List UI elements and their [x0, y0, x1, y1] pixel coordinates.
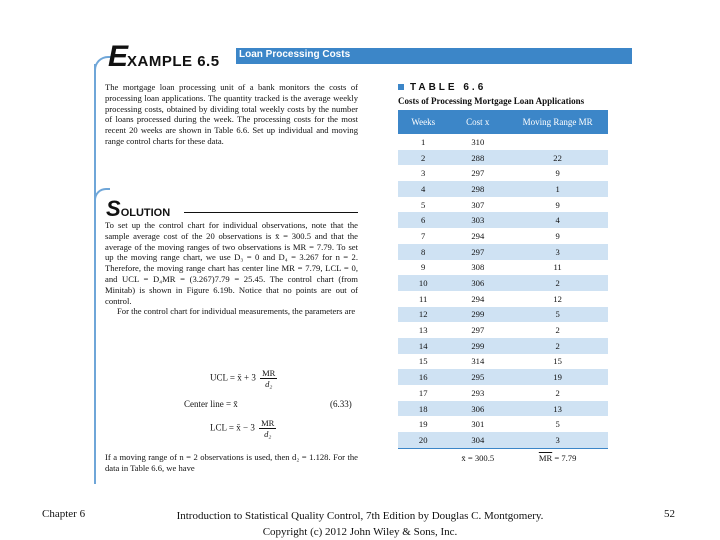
solution-rule	[184, 212, 358, 213]
cost-cell: 294	[471, 230, 485, 241]
moving-range-cell: 2	[507, 275, 608, 291]
cost-cell: 297	[471, 325, 485, 336]
table-row	[398, 260, 608, 276]
footer-citation-line1: Introduction to Statistical Quality Control, 7th Edition by Douglas C. Montgomery.	[176, 510, 544, 522]
center-line-equation	[184, 399, 238, 409]
week-cell: 19	[418, 419, 428, 430]
table-row	[398, 134, 608, 150]
example-paragraph: The mortgage loan processing unit of a bank monitors the costs of processing loan applications. The quantity tracked is the average weekly processing costs, obtained by dividing total weekly costs by the number of loans processed during the week. The processing costs for the most recent 20 weeks are shown in Table 6.6. Set up individual and moving range control charts for these data.	[105, 82, 358, 146]
week-cell: 15	[418, 356, 428, 367]
footer-citation-line2: Copyright (c) 2012 John Wiley & Sons, Inc.	[262, 526, 458, 538]
table-row	[398, 165, 608, 181]
table-marker-icon	[398, 84, 404, 90]
example-title-rest: XAMPLE 6.5	[127, 53, 220, 70]
table-row	[398, 150, 608, 166]
ucl-fraction	[260, 368, 277, 389]
moving-range-cell: 9	[555, 230, 560, 241]
solution-text	[105, 220, 358, 317]
equation-number: (6.33)	[330, 399, 352, 409]
week-cell: 20	[398, 432, 448, 448]
solution-paragraph-1: To set up the control chart for individual observations, note that the sample average cost of the 20 observations is x̄ = 300.5 and that the average of the moving ranges of two observations is MR = 7.79. To set up the moving range chart, we use D₃ = 0 and D₄ = 3.267 for n = 2. Therefore, the moving range chart has center line MR = 7.79, LCL = 0, and UCL = D₄MR = (3.267)7.79 = 25.45. The control chart (from Minitab) is shown in Figure 6.19b. Notice that no points are out of control.	[105, 220, 358, 306]
ucl-frac-num: MR	[262, 368, 276, 378]
moving-range-cell: 1	[507, 181, 608, 197]
lcl-left: LCL = x̄ − 3	[210, 422, 255, 433]
table-row	[398, 322, 608, 338]
frame-left-rule	[94, 64, 96, 484]
week-cell: 16	[398, 369, 448, 385]
table-row	[398, 291, 608, 307]
moving-range-cell: 15	[553, 356, 562, 367]
header-weeks: Weeks	[398, 110, 448, 134]
week-cell: 10	[398, 275, 448, 291]
cost-cell: 299	[448, 338, 507, 354]
week-cell: 6	[398, 212, 448, 228]
solution-paragraph-2: For the control chart for individual measurements, the parameters are	[117, 306, 356, 317]
summary-mr-value: = 7.79	[552, 452, 577, 463]
solution-title-rest: OLUTION	[120, 207, 171, 219]
moving-range-cell: 11	[553, 262, 562, 273]
summary-mr-mean	[507, 448, 608, 467]
table-row	[398, 416, 608, 432]
week-cell: 1	[421, 136, 426, 147]
table-row	[398, 244, 608, 260]
week-cell: 18	[398, 401, 448, 417]
summary-empty-cell	[398, 448, 448, 467]
table-label-text: TABLE 6.6	[410, 82, 487, 93]
cost-cell: 304	[448, 432, 507, 448]
table-row	[398, 228, 608, 244]
cost-cell: 307	[471, 199, 485, 210]
cost-cell: 314	[471, 356, 485, 367]
week-cell: 12	[398, 307, 448, 323]
moving-range-cell: 9	[555, 199, 560, 210]
moving-range-cell: 5	[555, 419, 560, 430]
moving-range-cell: 2	[507, 338, 608, 354]
lcl-fraction	[259, 418, 276, 439]
example-subtitle-bar	[236, 48, 632, 64]
table-row	[398, 385, 608, 401]
lcl-equation	[210, 418, 276, 439]
cost-cell: 306	[448, 275, 507, 291]
moving-range-cell: 5	[507, 307, 608, 323]
table-label	[398, 82, 486, 93]
moving-range-cell: 3	[507, 432, 608, 448]
table-row	[398, 369, 608, 385]
solution-heading	[106, 196, 358, 221]
cost-cell: 301	[471, 419, 485, 430]
table-row	[398, 181, 608, 197]
cost-cell: 303	[448, 212, 507, 228]
summary-cost-mean: x̄ = 300.5	[448, 448, 507, 467]
header-cost: Cost x	[448, 110, 507, 134]
ucl-equation	[210, 368, 277, 389]
moving-range-cell: 22	[507, 150, 608, 166]
loan-cost-table	[398, 110, 608, 467]
moving-range-cell: 12	[553, 293, 562, 304]
cost-cell: 288	[448, 150, 507, 166]
week-cell: 2	[398, 150, 448, 166]
week-cell: 13	[418, 325, 428, 336]
lcl-frac-den: d₂	[264, 429, 272, 439]
solution-title	[106, 196, 170, 222]
table-row	[398, 401, 608, 417]
week-cell: 8	[398, 244, 448, 260]
moving-range-cell: 2	[555, 387, 560, 398]
example-title	[108, 40, 220, 74]
example-text	[105, 82, 358, 147]
header-moving-range: Moving Range MR	[507, 110, 608, 134]
table-row	[398, 432, 608, 448]
week-cell: 7	[421, 230, 426, 241]
center-line-text: Center line = x̄	[184, 399, 238, 409]
ucl-frac-den: d₂	[265, 379, 273, 389]
cost-cell: 298	[448, 181, 507, 197]
table-row	[398, 197, 608, 213]
solution-title-initial: S	[106, 196, 121, 221]
cost-cell: 293	[471, 387, 485, 398]
cost-cell: 306	[448, 401, 507, 417]
week-cell: 14	[398, 338, 448, 354]
footer-citation	[140, 508, 580, 540]
table-caption: Costs of Processing Mortgage Loan Applications	[398, 96, 585, 106]
moving-range-cell: 2	[555, 325, 560, 336]
summary-mr-label: $\overline{MR}$	[538, 452, 553, 463]
week-cell: 11	[419, 293, 428, 304]
moving-range-cell: 9	[555, 168, 560, 179]
cost-cell: 295	[448, 369, 507, 385]
footer-page-number: 52	[664, 508, 675, 520]
cost-cell: 297	[448, 244, 507, 260]
moving-range-cell: 4	[507, 212, 608, 228]
table-summary-row	[398, 448, 608, 467]
cost-cell: 299	[448, 307, 507, 323]
table-body	[398, 134, 608, 467]
week-cell: 5	[421, 199, 426, 210]
table-row	[398, 354, 608, 370]
ucl-left: UCL = x̄ + 3	[210, 372, 256, 383]
week-cell: 3	[421, 168, 426, 179]
week-cell: 17	[418, 387, 428, 398]
cost-cell: 294	[471, 293, 485, 304]
week-cell: 4	[398, 181, 448, 197]
cost-cell: 297	[471, 168, 485, 179]
moving-range-cell: 3	[507, 244, 608, 260]
moving-range-cell: 19	[507, 369, 608, 385]
week-cell: 9	[421, 262, 426, 273]
footer-chapter: Chapter 6	[42, 508, 86, 520]
table-row	[398, 212, 608, 228]
moving-range-cell	[507, 134, 608, 150]
lcl-frac-num: MR	[261, 418, 275, 428]
table-header-row	[398, 110, 608, 134]
moving-range-cell: 13	[507, 401, 608, 417]
table-row	[398, 338, 608, 354]
table-row	[398, 275, 608, 291]
example-title-initial: E	[108, 40, 128, 73]
table-row	[398, 307, 608, 323]
solution-closing-text: If a moving range of n = 2 observations is used, then d₂ = 1.128. For the data in Table 6.6, we have	[105, 452, 358, 473]
textbook-page	[92, 38, 632, 483]
example-subtitle: Loan Processing Costs	[239, 49, 351, 60]
cost-cell: 308	[471, 262, 485, 273]
cost-cell: 310	[471, 136, 485, 147]
